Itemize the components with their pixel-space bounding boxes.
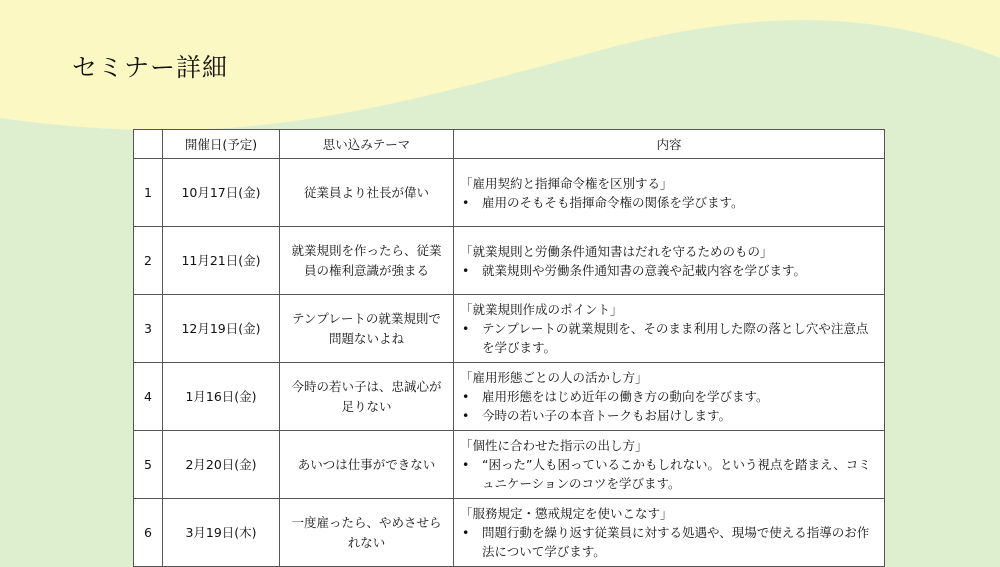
seminar-table bbox=[133, 129, 885, 567]
row-date: 10月17日(金) bbox=[163, 159, 280, 227]
bullet-text: 雇用形態をはじめ近年の働き方の動向を学びます。 bbox=[482, 389, 769, 404]
bullet-icon: • bbox=[462, 194, 470, 210]
row-number: 2 bbox=[134, 227, 163, 295]
bullet-icon: • bbox=[462, 321, 470, 336]
row-number: 3 bbox=[134, 295, 163, 363]
row-number: 6 bbox=[134, 499, 163, 567]
bullet-item bbox=[460, 406, 878, 425]
content-title: 「服務規定・懲戒規定を使いこなす」 bbox=[460, 506, 673, 521]
content-title: 「就業規則と労働条件通知書はだれを守るためのもの」 bbox=[460, 243, 773, 259]
bullet-text: 就業規則や労働条件通知書の意義や記載内容を学びます。 bbox=[482, 262, 807, 278]
row-theme: 従業員より社長が偉い bbox=[280, 159, 454, 227]
table-row bbox=[134, 227, 885, 295]
table-row bbox=[134, 159, 885, 227]
row-theme: テンプレートの就業規則で問題ないよね bbox=[280, 295, 454, 363]
header-date: 開催日(予定) bbox=[163, 130, 280, 159]
bullet-icon: • bbox=[462, 457, 470, 472]
content-title: 「雇用形態ごとの人の活かし方」 bbox=[460, 370, 648, 385]
bullet-item bbox=[460, 455, 878, 493]
row-date: 11月21日(金) bbox=[163, 227, 280, 295]
table-row bbox=[134, 499, 885, 567]
bullet-item bbox=[460, 387, 878, 406]
content-title: 「雇用契約と指揮命令権を区別する」 bbox=[460, 175, 673, 191]
bullet-item bbox=[460, 193, 878, 212]
table-row bbox=[134, 363, 885, 431]
row-date: 12月19日(金) bbox=[163, 295, 280, 363]
bullet-text: テンプレートの就業規則を、そのまま利用した際の落とし穴や注意点を学びます。 bbox=[482, 321, 869, 355]
row-number: 4 bbox=[134, 363, 163, 431]
row-number: 1 bbox=[134, 159, 163, 227]
bullet-icon: • bbox=[462, 389, 470, 404]
row-date: 2月20日(金) bbox=[163, 431, 280, 499]
row-theme: 就業規則を作ったら、従業員の権利意識が強まる bbox=[280, 227, 454, 295]
bullet-icon: • bbox=[462, 408, 470, 423]
row-content bbox=[454, 227, 885, 295]
bullet-text: “困った”人も困っているこかもしれない。という視点を踏まえ、コミュニケーションのコツを学びます。 bbox=[482, 457, 871, 491]
row-content bbox=[454, 431, 885, 499]
bullet-item bbox=[460, 261, 878, 280]
row-content bbox=[454, 363, 885, 431]
bullet-item bbox=[460, 523, 878, 561]
table-header-row bbox=[134, 130, 885, 159]
row-theme: 今時の若い子は、忠誠心が足りない bbox=[280, 363, 454, 431]
row-theme: 一度雇ったら、やめさせられない bbox=[280, 499, 454, 567]
bullet-text: 雇用のそもそも指揮命令権の関係を学びます。 bbox=[482, 194, 744, 210]
row-content bbox=[454, 159, 885, 227]
table-row bbox=[134, 431, 885, 499]
table-body bbox=[134, 159, 885, 567]
header-no bbox=[134, 130, 163, 159]
bullet-icon: • bbox=[462, 525, 470, 540]
row-theme: あいつは仕事ができない bbox=[280, 431, 454, 499]
content-title: 「個性に合わせた指示の出し方」 bbox=[460, 438, 648, 453]
row-number: 5 bbox=[134, 431, 163, 499]
bullet-item bbox=[460, 319, 878, 357]
row-content bbox=[454, 499, 885, 567]
row-date: 3月19日(木) bbox=[163, 499, 280, 567]
row-content bbox=[454, 295, 885, 363]
bullet-text: 問題行動を繰り返す従業員に対する処遇や、現場で使える指導のお作法について学びます。 bbox=[482, 525, 870, 559]
row-date: 1月16日(金) bbox=[163, 363, 280, 431]
page-title: セミナー詳細 bbox=[72, 53, 229, 82]
header-theme: 思い込みテーマ bbox=[280, 130, 454, 159]
bullet-text: 今時の若い子の本音トークもお届けします。 bbox=[482, 408, 732, 423]
table-row bbox=[134, 295, 885, 363]
header-content: 内容 bbox=[454, 130, 885, 159]
content-title: 「就業規則作成のポイント」 bbox=[460, 302, 623, 317]
bullet-icon: • bbox=[462, 262, 470, 278]
